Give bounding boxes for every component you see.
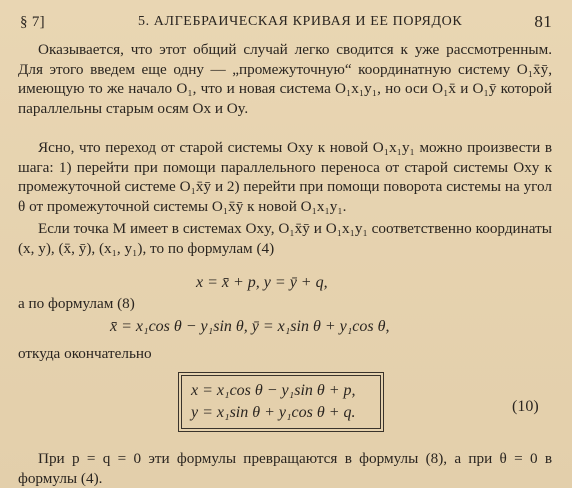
paragraph-3 bbox=[18, 219, 552, 258]
paragraph-3-text: Если точка M имеет в системах Oxy, O₁x̄ȳ и O₁x₁y₁ соответственно координаты (x, y), (x̄, ȳ), (x₁, y₁), то по формулам (4) bbox=[18, 220, 552, 257]
label-formulas-8-text: а по формулам (8) bbox=[18, 295, 135, 312]
paragraph-4 bbox=[18, 449, 552, 488]
boxed-formula bbox=[178, 372, 384, 432]
chapter-title: 5. АЛГЕБРАИЧЕСКАЯ КРИВАЯ И ЕЕ ПОРЯДОК bbox=[138, 14, 463, 29]
label-finally-text: откуда окончательно bbox=[18, 345, 152, 362]
paragraph-2 bbox=[18, 138, 552, 216]
equation-rotation: x̄ = x₁cos θ − y₁sin θ, ȳ = x₁sin θ + y₁cos θ, bbox=[110, 318, 390, 335]
paragraph-1-text: Оказывается, что этот общий случай легко сводится к уже рассмотренным. Для этого введем еще одну — „промежуточную“ координатную систему O₁x̄ȳ, имеющую то же начало O₁, что и новая система O₁x₁y₁, но оси O₁x̄ и O₁ȳ которой параллельны старым осям Ox и Oy. bbox=[18, 41, 552, 117]
paragraph-4-text: При p = q = 0 эти формулы превращаются в формулы (8), а при θ = 0 в формулы (4). bbox=[18, 450, 552, 487]
equation-translation: x = x̄ + p, y = ȳ + q, bbox=[196, 274, 328, 291]
page-number: 81 bbox=[534, 12, 552, 31]
boxed-formula-line-2: y = x₁sin θ + y₁cos θ + q. bbox=[191, 404, 356, 421]
running-header bbox=[20, 14, 552, 36]
label-formulas-8 bbox=[18, 294, 552, 314]
label-finally bbox=[18, 344, 552, 364]
paragraph-1 bbox=[18, 40, 552, 118]
section-marker: § 7] bbox=[20, 14, 45, 30]
paragraph-2-text: Ясно, что переход от старой системы Oxy к новой O₁x₁y₁ можно произвести в шага: 1) перейти при помощи параллельного переноса от старой системы Oxy к промежуточной системе O₁x̄ȳ и 2) перейти при помощи поворота системы на угол θ от промежуточной системы O₁x̄ȳ к новой O₁x₁y₁. bbox=[18, 139, 552, 215]
boxed-formula-line-1: x = x₁cos θ − y₁sin θ + p, bbox=[191, 382, 356, 399]
equation-number: (10) bbox=[512, 398, 539, 415]
